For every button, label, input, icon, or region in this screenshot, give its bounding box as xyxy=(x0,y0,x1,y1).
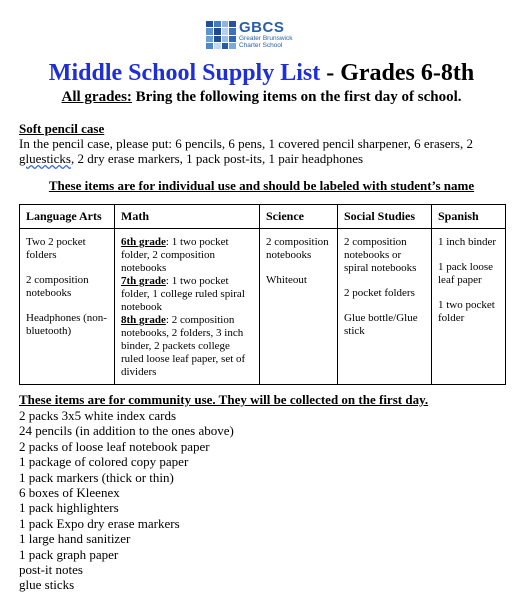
logo-square xyxy=(206,21,213,27)
spanish-item: 1 two pocket folder xyxy=(438,299,495,324)
list-item: 1 package of colored copy paper xyxy=(19,454,189,470)
page-title xyxy=(0,59,523,87)
logo-square xyxy=(214,21,221,27)
social-studies-item: 2 composition notebooks or spiral notebooks xyxy=(344,236,417,274)
logo-square xyxy=(214,43,221,49)
math-grade-items: : 2 composition notebooks, 2 folders, 3 inch binder, 2 packets college ruled loose leaf paper, set of dividers xyxy=(121,314,246,378)
math-item-6th xyxy=(121,236,253,275)
spanish-item: 1 inch binder xyxy=(438,236,497,248)
logo-subtitle-line2: Charter School xyxy=(239,42,283,49)
pencil-case-flagged-word: gluesticks xyxy=(19,151,71,166)
header-science: Science xyxy=(260,205,338,229)
list-item: 1 large hand sanitizer xyxy=(19,531,131,547)
logo-square xyxy=(229,28,236,34)
science-cell xyxy=(260,229,338,385)
table-header-row xyxy=(20,205,506,229)
language-arts-item: Headphones (non-bluetooth) xyxy=(26,312,107,337)
all-grades-label: All grades: xyxy=(61,89,132,105)
logo-subtitle-line1: Greater Brunswick xyxy=(239,35,293,42)
list-item: post-it notes xyxy=(19,562,83,578)
logo-square xyxy=(222,21,229,27)
language-arts-item: Two 2 pocket folders xyxy=(26,236,86,261)
spanish-item: 1 pack loose leaf paper xyxy=(438,261,493,286)
community-use-heading: These items are for community use. They will be collected on the first day. xyxy=(19,392,429,407)
header-math: Math xyxy=(115,205,260,229)
school-logo xyxy=(206,21,292,49)
list-item: 2 packs 3x5 white index cards xyxy=(19,408,177,423)
science-item: 2 composition notebooks xyxy=(266,236,329,261)
list-item: 1 pack graph paper xyxy=(19,546,119,562)
logo-text xyxy=(239,21,292,49)
logo-square xyxy=(206,36,213,42)
list-item: 1 pack markers (thick or thin) xyxy=(19,469,174,485)
list-item: 6 boxes of Kleenex xyxy=(19,485,120,501)
logo-square xyxy=(206,28,213,34)
header-spanish: Spanish xyxy=(432,205,506,229)
page-title-grades: - Grades 6-8th xyxy=(320,60,475,86)
logo-name: GBCS xyxy=(239,19,285,36)
math-item-8th xyxy=(121,314,253,379)
social-studies-cell xyxy=(338,229,432,385)
logo-square xyxy=(206,43,213,49)
all-grades-text: Bring the following items on the first day of school. xyxy=(131,89,462,105)
list-item: glue sticks xyxy=(19,577,75,593)
math-grade-label: 6th grade xyxy=(121,236,166,248)
math-grade-items: : 1 two pocket folder, 1 college ruled spiral notebook xyxy=(121,275,245,313)
page-title-main: Middle School Supply List xyxy=(48,60,321,86)
pencil-case-text-end: , 2 dry erase markers, 1 pack post-its, 1 pair headphones xyxy=(71,151,364,166)
all-grades-instruction xyxy=(0,88,523,106)
logo-square xyxy=(229,43,236,49)
math-grade-label: 8th grade xyxy=(121,314,166,326)
supply-table xyxy=(19,204,506,385)
pencil-case-text xyxy=(19,136,509,166)
logo-mark-icon xyxy=(206,21,236,49)
header-social-studies: Social Studies xyxy=(338,205,432,229)
pencil-case-text-start: In the pencil case, please put: 6 pencils, 6 pens, 1 covered pencil sharpener, 6 erasers, 2 xyxy=(19,136,473,151)
list-item: 1 pack Expo dry erase markers xyxy=(19,515,180,531)
science-item: Whiteout xyxy=(266,274,307,286)
social-studies-item: Glue bottle/Glue stick xyxy=(344,312,418,337)
math-item-7th xyxy=(121,275,253,314)
logo-square xyxy=(214,28,221,34)
logo-square xyxy=(222,43,229,49)
logo-square xyxy=(229,36,236,42)
list-item: 2 packs of loose leaf notebook paper xyxy=(19,438,210,454)
table-row xyxy=(20,229,506,385)
list-item: 24 pencils (in addition to the ones above) xyxy=(19,423,234,439)
list-item: 1 pack highlighters xyxy=(19,500,119,516)
logo-square xyxy=(222,36,229,42)
community-items-list xyxy=(19,408,234,593)
header-language-arts: Language Arts xyxy=(20,205,115,229)
language-arts-cell xyxy=(20,229,115,385)
language-arts-item: 2 composition notebooks xyxy=(26,274,89,299)
math-grade-items: : 1 two pocket folder, 2 composition notebooks xyxy=(121,236,229,274)
spanish-cell xyxy=(432,229,506,385)
math-cell xyxy=(115,229,260,385)
logo-square xyxy=(229,21,236,27)
math-grade-label: 7th grade xyxy=(121,275,166,287)
logo-square xyxy=(214,36,221,42)
social-studies-item: 2 pocket folders xyxy=(344,287,415,299)
pencil-case-heading: Soft pencil case xyxy=(19,121,105,136)
logo-square xyxy=(222,28,229,34)
individual-use-heading: These items are for individual use and should be labeled with student’s name xyxy=(48,178,475,193)
